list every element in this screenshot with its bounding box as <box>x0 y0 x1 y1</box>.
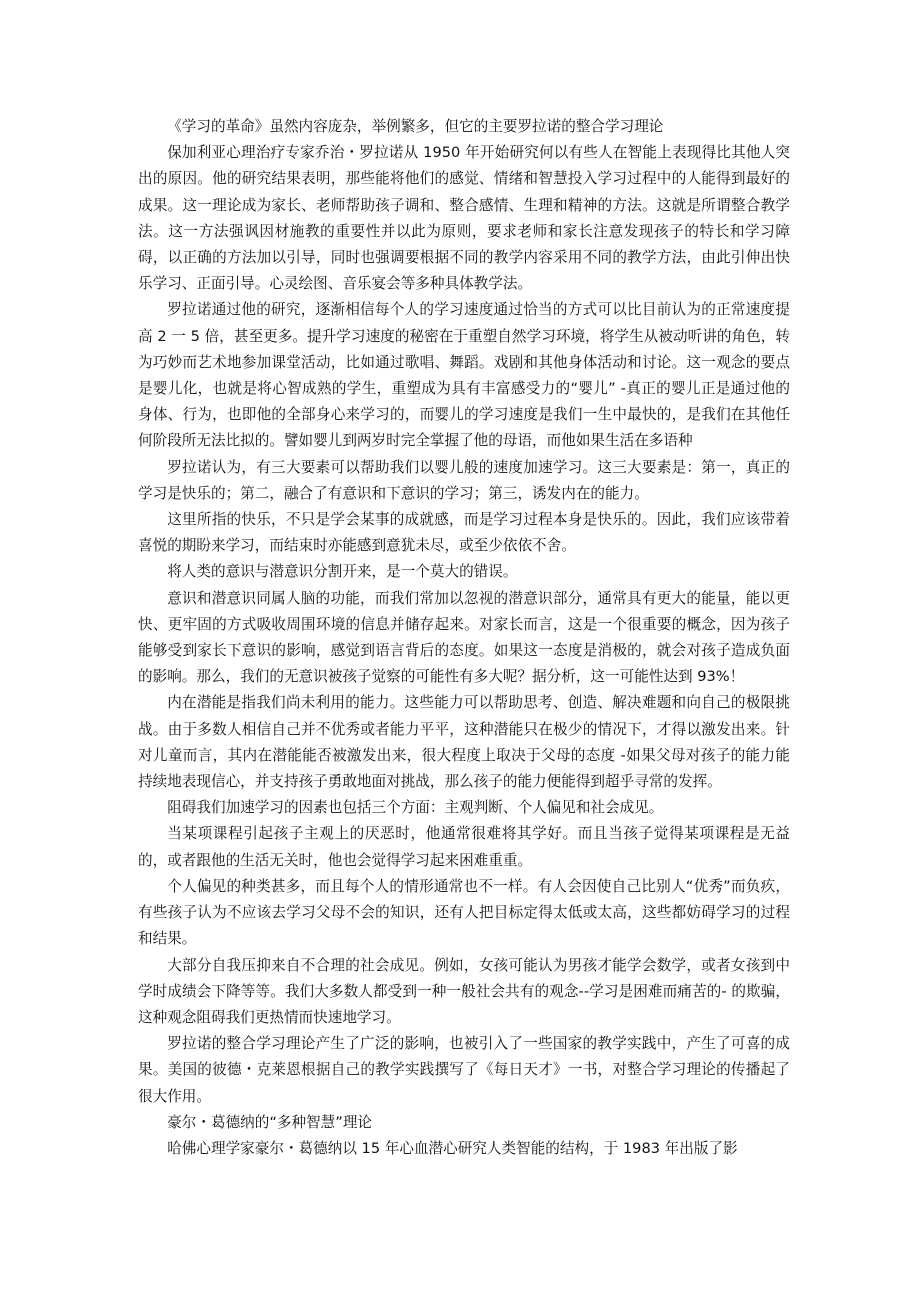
paragraph-subjective-judgment: 当某项课程引起孩子主观上的厌恶时，他通常很难将其学好。而且当孩子觉得某项课程是无益的，或者跟他的生活无关时，他也会觉得学习起来困难重重。 <box>138 825 790 869</box>
paragraph-personal-bias: 个人偏见的种类甚多，而且每个人的情形通常也不一样。有人会因使自己比别人“优秀”而负疚，有些孩子认为不应该去学习父母不会的知识，还有人把目标定得太低或太高，这些都妨碍学习的过程和结果。 <box>138 877 790 948</box>
paragraph-social-prejudice: 大部分自我压抑来自不合理的社会成见。例如，女孩可能认为男孩才能学会数学，或者女孩到中学时成绩会下降等等。我们大多数人都受到一种一般社会共有的观念--学习是困难而痛苦的- 的欺骗，这种观念阻碍我们更热情而快速地学习。 <box>138 956 790 1026</box>
section-heading-multiple-intelligences: 豪尔・葛德纳的“多种智慧”理论 <box>167 1113 373 1131</box>
paragraph-learning-speed: 罗拉诺通过他的研究，逐渐相信每个人的学习速度通过恰当的方式可以比目前认为的正常速度提高 2 一 5 倍，甚至更多。提升学习速度的秘密在于重塑自然学习环境，将学生从被动听讲的角色，转为巧妙而艺术地参加课堂活动，比如通过歌唱、舞蹈。戏剧和其他身体活动和讨论。这一观念的要点是婴儿化，也就是将心智成熟的学生，重塑成为具有丰富感受力的“婴儿” -真正的婴儿正是通过他的身体、行为，也即他的全部身心来学习的，而婴儿的学习速度是我们一生中最快的，是我们在其他任何阶段所无法比拟的。譬如婴儿到两岁时完全掌握了他的母语，而他如果生活在多语种 <box>138 301 790 450</box>
paragraph-three-elements: 罗拉诺认为，有三大要素可以帮助我们以婴儿般的速度加速学习。这三大要素是：第一，真正的学习是快乐的；第二，融合了有意识和下意识的学习；第三，诱发内在的能力。 <box>138 458 790 502</box>
paragraph-gardner: 哈佛心理学家豪尔・葛德纳以 15 年心血潜心研究人类智能的结构，于 1983 年出版了影 <box>167 1139 738 1157</box>
paragraph-subconscious: 意识和潜意识同属人脑的功能，而我们常加以忽视的潜意识部分，通常具有更大的能量，能以更快、更牢固的方式吸收周围环境的信息并储存起来。对家长而言，这是一个很重要的概念，因为孩子能够受到家长下意识的影响，感觉到语言背后的态度。如果这一态度是消极的，就会对孩子造成负面的影响。那么，我们的无意识被孩子觉察的可能性有多大呢？据分析，这一可能性达到 93%！ <box>138 589 790 686</box>
paragraph-influence: 罗拉诺的整合学习理论产生了广泛的影响，也被引入了一些国家的教学实践中，产生了可喜的成果。美国的彼德・克莱恩根据自己的教学实践撰写了《每日天才》一书，对整合学习理论的传播起了很大作用。 <box>138 1035 790 1105</box>
document-body <box>138 114 790 1162</box>
paragraph-intro: 《学习的革命》虽然内容庞杂，举例繁多，但它的主要罗拉诺的整合学习理论 <box>167 118 664 135</box>
paragraph-inner-potential: 内在潜能是指我们尚未利用的能力。这些能力可以帮助思考、创造、解决难题和向自己的极限挑战。由于多数人相信自己并不优秀或者能力平平，这种潜能只在极少的情况下，才得以激发出来。针对儿童而言，其内在潜能能否被激发出来，很大程度上取决于父母的态度 -如果父母对孩子的能力能持续地表现信心，并支持孩子勇敢地面对挑战，那么孩子的能力便能得到超乎寻常的发挥。 <box>138 694 790 791</box>
paragraph-obstacles: 阻碍我们加速学习的因素也包括三个方面：主观判断、个人偏见和社会成见。 <box>167 799 664 817</box>
paragraph-joy: 这里所指的快乐，不只是学会某事的成就感，而是学习过程本身是快乐的。因此，我们应该带着喜悦的期盼来学习，而结束时亦能感到意犹未尽，或至少依依不舍。 <box>138 511 790 555</box>
paragraph-lozanov-origin: 保加利亚心理治疗专家乔治・罗拉诺从 1950 年开始研究何以有些人在智能上表现得比其他人突出的原因。他的研究结果表明，那些能将他们的感觉、情绪和智慧投入学习过程中的人能得到最好的成果。这一理论成为家长、老师帮助孩子调和、整合感情、生理和精神的方法。这就是所谓整合教学法。这一方法强讽因材施教的重要性并以此为原则，要求老师和家长注意发现孩子的特长和学习障碍，以正确的方法加以引导，同时也强调要根据不同的教学内容采用不同的教学方法，由此引伸出快乐学习、正面引导。心灵绘图、音乐宴会等多种具体教学法。 <box>138 144 790 293</box>
paragraph-conscious-split: 将人类的意识与潜意识分割开来，是一个莫大的错误。 <box>167 563 518 581</box>
